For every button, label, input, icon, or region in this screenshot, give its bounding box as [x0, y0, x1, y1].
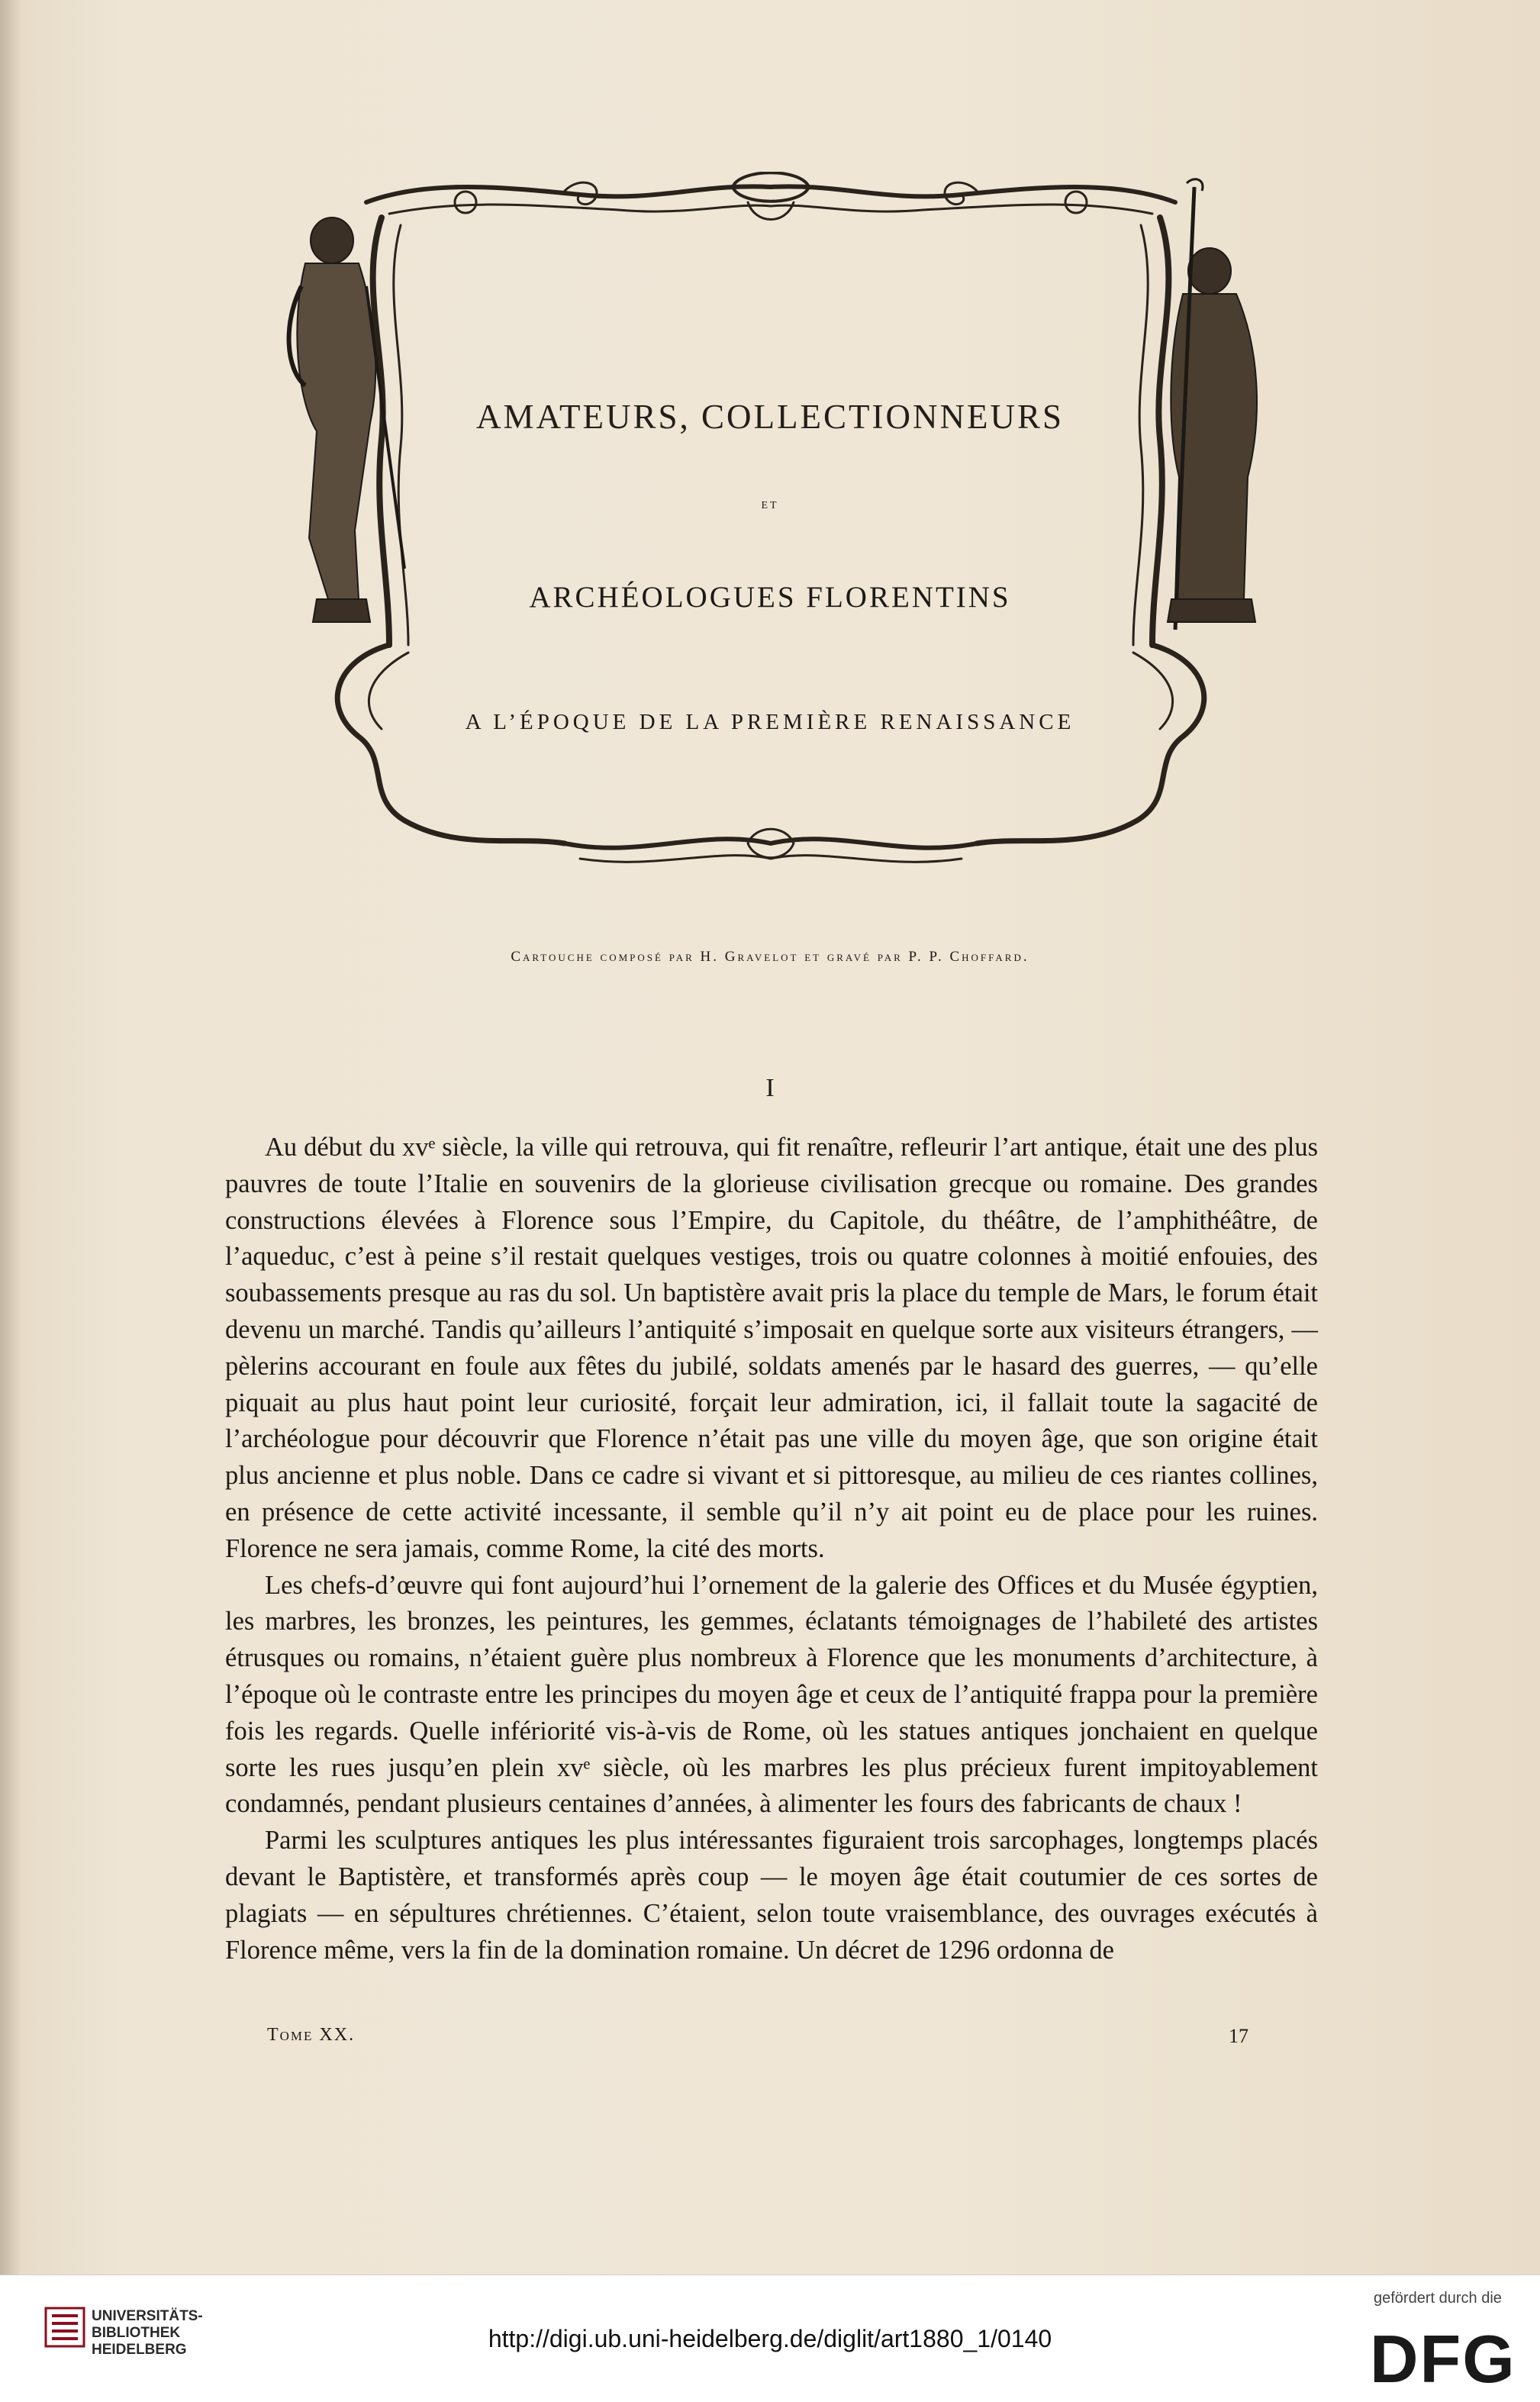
dfg-logo-icon[interactable]: DFG — [1370, 2321, 1516, 2397]
article-title-conjunction: ET — [761, 500, 779, 511]
paragraph: Parmi les sculptures antiques les plus intéressantes figuraient trois sarcophages, longtemps placés devant le Baptistère, et transformés après coup — le moyen âge était coutumier de ces sortes de plagiats — en sépultures chrétiennes. C’étaient, selon toute vraisemblance, des ouvrages exécutés à Florence même, vers la fin de la domination romaine. Un décret de 1296 ordonna de — [225, 1826, 1318, 1965]
article-subtitle: A L’ÉPOQUE DE LA PREMIÈRE RENAISSANCE — [465, 710, 1075, 734]
cartouche-caption: Cartouche composé par H. Gravelot et gravé par P. P. Choffard. — [511, 949, 1029, 965]
library-name-line: UNIVERSITÄTS- — [92, 2308, 203, 2324]
article-title-line2: ARCHÉOLOGUES FLORENTINS — [529, 581, 1011, 614]
permalink-url[interactable]: http://digi.ub.uni-heidelberg.de/diglit/art1880_1/0140 — [488, 2325, 1052, 2352]
library-name-line: HEIDELBERG — [92, 2342, 187, 2358]
paragraph: Au début du xvᵉ siècle, la ville qui retrouva, qui fit renaître, refleurir l’art antique, était une des plus pauvres de toute l’Italie en souvenirs de la glorieuse civilisation grecque ou romaine. Des grandes constructions élevées à Florence sous l’Empire, du Capitole, du théâtre, de l’amphithéâtre, de l’aqueduc, c’est à peine s’il restait quelques vestiges, trois ou quatre colonnes à moitié enfouies, des soubassements presque au ras du sol. Un baptistère avait pris la place du temple de Mars, le forum était devenu un marché. Tandis qu’ailleurs l’antiquité s’imposait en quelque sorte aux visiteurs étrangers, — pèlerins accourant en foule aux fêtes du jubilé, soldats amenés par le hasard des guerres, — qu’elle piquait au plus haut point leur curiosité, forçait leur admiration, ici, il fallait toute la sagacité de l’archéologue pour découvrir que Florence n’était pas une ville du moyen âge, que son origine était plus ancienne et plus noble. Dans ce cadre si vivant et si pittoresque, au milieu de ces riantes collines, en présence de cette activité incessante, il semble qu’il n’y ait point eu de place pour les ruines. Florence ne sera jamais, comme Rome, la cité des morts. — [225, 1133, 1318, 1563]
section-number: I — [765, 1074, 775, 1102]
body-text — [225, 1130, 1318, 1968]
paragraph: Les chefs-d’œuvre qui font aujourd’hui l’ornement de la galerie des Offices et du Musée égyptien, les marbres, les bronzes, les peintures, les gemmes, éclatants témoignages de l’habileté des artistes étrusques ou romains, n’étaient guère plus nombreux à Florence que les monuments d’architecture, à l’époque où le contraste entre les principes du moyen âge et ceux de l’antiquité frappa pour la première fois les regards. Quelle infériorité vis-à-vis de Rome, où les statues antiques jonchaient en quelque sorte les rues jusqu’en plein xvᵉ siècle, où les marbres les plus précieux furent impitoyablement condamnés, pendant plusieurs centaines d’années, à alimenter les fours des fabricants de chaux ! — [225, 1570, 1318, 1819]
ornamental-cartouche — [275, 172, 1267, 882]
page-number: 17 — [1229, 2025, 1248, 2047]
library-name-line: BIBLIOTHEK — [92, 2325, 181, 2341]
funding-note: gefördert durch die — [1374, 2290, 1502, 2307]
spine-shadow — [0, 0, 21, 2275]
volume-label: Tome XX. — [267, 2025, 356, 2045]
cartouche-frame-icon — [275, 172, 1267, 882]
article-title-line1: AMATEURS, COLLECTIONNEURS — [475, 398, 1065, 436]
